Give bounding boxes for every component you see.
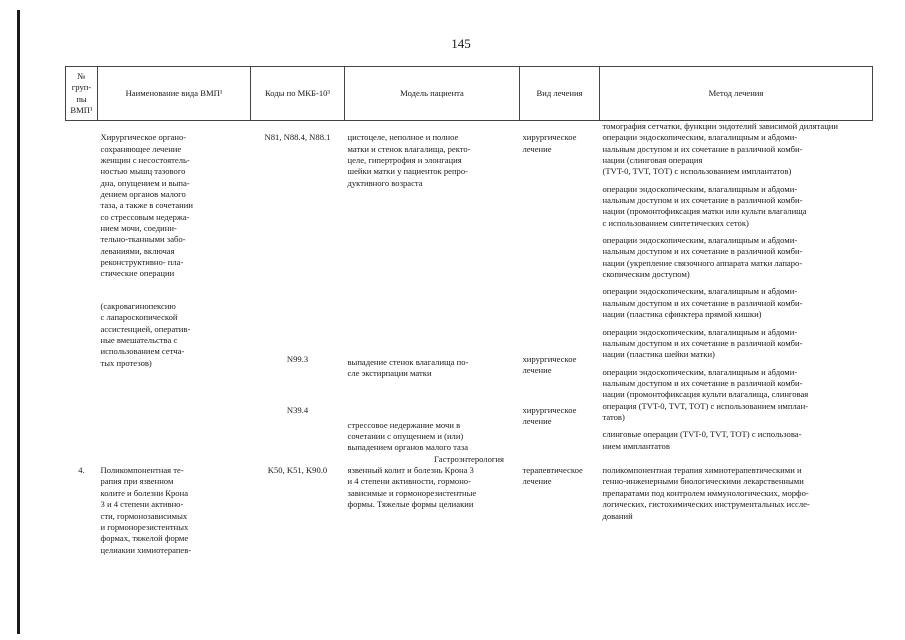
header-icd-codes: Коды по МКБ-10³	[251, 67, 345, 121]
icd-codes-n39: N39.4	[286, 405, 309, 416]
section-row-gastroenterology	[66, 454, 873, 465]
treatment-type-k50: терапевтическое лечение	[522, 465, 583, 487]
treatment-type-n81: хирургическое лечение	[522, 132, 577, 154]
scan-left-border	[17, 10, 20, 634]
icd-codes-n81: N81, N88.4, N88.1	[264, 132, 331, 143]
treatment-type-n99: хирургическое лечение	[522, 354, 577, 376]
header-treatment-type: Вид лечения	[520, 67, 600, 121]
treatment-method-cell	[600, 132, 873, 453]
header-group-number: № груп- пы ВМП¹	[66, 67, 98, 121]
header-patient-model: Модель пациента	[345, 67, 520, 121]
group-number: 4.	[78, 465, 85, 476]
icd-codes-cell	[251, 132, 345, 453]
continuation-method-text: томография сетчатки, функции эндотелий зависимой дилятации	[602, 121, 839, 131]
patient-model-cell	[345, 132, 520, 453]
vmp-table	[65, 66, 873, 556]
vmp-name-cell	[98, 132, 251, 453]
method-item-n39: слинговые операции (TVT-0, TVT, TOT) с использова- нием имплантатов	[602, 429, 802, 451]
table-row-gynecology	[66, 132, 873, 453]
patient-model-n39: стрессовое недержание мочи в сочетании с опущением и (или) выпадением органов малого таза	[347, 419, 469, 453]
method-item: операции эндоскопическим, влагалищным и абдоми- нальным доступом и их сочетание в различной комби- нации (промонтофиксация матки или культи влагалища с использованием синтетических сеток)	[602, 183, 807, 228]
vmp-name-text-continued: (сакровагинопексию с лапароскопической ассистенцией, оператив- ные вмешательства с использованием сетча- тых протезов)	[100, 300, 191, 368]
patient-model-n99: выпадение стенок влагалища по- сле экстирпации матки	[347, 357, 469, 379]
header-vmp-name: Наименование вида ВМП¹	[98, 67, 251, 121]
method-item: операции эндоскопическим, влагалищным и абдоми- нальным доступом и их сочетание в различной комби- нации (укрепление связочного аппарата матки лапаро- скопическим доступом)	[602, 235, 803, 280]
header-treatment-method: Метод лечения	[600, 67, 873, 121]
method-item: операции эндоскопическим, влагалищным и абдоми- нальным доступом и их сочетание в различной комби- нации (пластика сфинктера прямой кишки)	[602, 286, 803, 320]
treatment-type-cell	[520, 132, 600, 453]
table-row-continuation	[66, 121, 873, 133]
treatment-method-k50: поликомпонентная терапия химиотерапевтическими и генно-инженерными биологическими лекарственными препаратами под контролем иммунологических, морфо- логических, гистохимических инструментальных иссле- дований	[602, 465, 810, 521]
patient-model-n81: цистоцеле, неполное и полное матки и стенок влагалища, ректо- целе, гипертрофия и элонгация шейки матки у пациенток репро- дуктивного возраста	[347, 132, 471, 188]
icd-codes-k50: K50, K51, K90.0	[267, 465, 328, 476]
vmp-name-text: Поликомпонентная те- рапия при язвенном колите и болезни Крона 3 и 4 степени активно- сти, гормонозависимых и гормонорезистентных формах, тяжелой форме целиакии химиотерапев-	[100, 465, 192, 555]
table-row-gastro	[66, 465, 873, 556]
method-item: операции эндоскопическим, влагалищным и абдоми- нальным доступом и их сочетание в различной комби- нации (пластика шейки матки)	[602, 326, 803, 360]
method-item-n99: операции эндоскопическим, влагалищным и абдоми- нальным доступом и их сочетание в различной комби- нации (промонтофиксация культи влагалища, слинговая операция (TVT-0, TVT, TOT) с использованием имплан- татов)	[602, 366, 809, 422]
treatment-type-n39: хирургическое лечение	[522, 404, 577, 427]
section-title: Гастроэнтерология	[434, 453, 504, 464]
page-number: 145	[451, 36, 471, 51]
patient-model-k50: язвенный колит и болезнь Крона 3 и 4 степени активности, гормоно- зависимые и гормонорезистентные формы. Тяжелые формы целиакии	[347, 465, 477, 510]
table-header-row	[66, 67, 873, 121]
method-item: операции эндоскопическим, влагалищным и абдоми- нальным доступом и их сочетание в различной комби- нации (слинговая операция (TVT-0, TVT, TOT) с использованием имплантатов)	[602, 132, 803, 177]
icd-codes-n99: N99.3	[286, 353, 309, 364]
vmp-name-text: Хирургическое органо- сохраняющее лечение женщин с несостоятель- ностью мышц тазового дна, опущением и выпа- дением органов малого таза, а также в сочетании со стрессовым недержа- нием мочи, соедини- тельно-тканными забо- леваниями, включая реконструктивно- пла- стические операции	[100, 132, 193, 279]
